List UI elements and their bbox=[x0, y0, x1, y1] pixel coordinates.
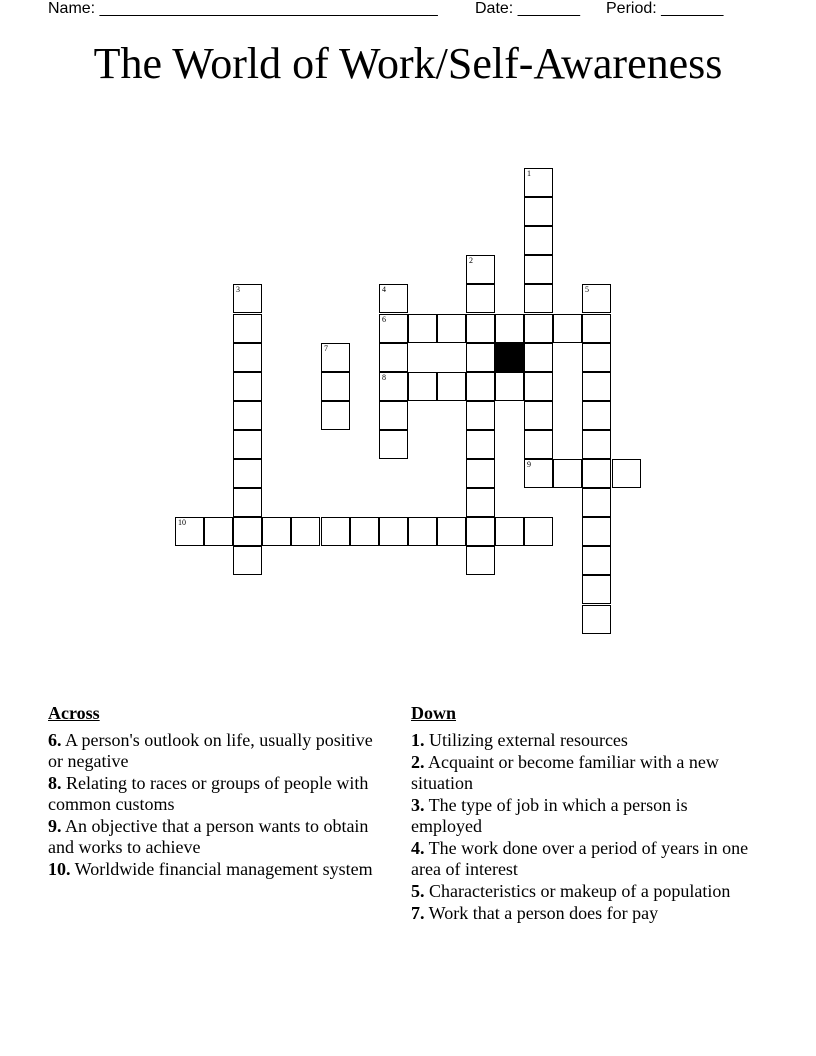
crossword-cell[interactable] bbox=[233, 546, 262, 575]
clue-number-label: 2. bbox=[411, 752, 425, 772]
crossword-cell[interactable] bbox=[466, 517, 495, 546]
across-clue-list bbox=[48, 730, 388, 880]
crossword-cell[interactable] bbox=[553, 459, 582, 488]
crossword-cell[interactable] bbox=[495, 372, 524, 401]
clue-item bbox=[411, 903, 756, 924]
crossword-cell[interactable] bbox=[582, 401, 611, 430]
period-field[interactable]: Period: _______ bbox=[606, 0, 724, 17]
clue-number-label: 9. bbox=[48, 816, 62, 836]
crossword-cell[interactable] bbox=[466, 546, 495, 575]
crossword-cell[interactable] bbox=[524, 255, 553, 284]
clue-item bbox=[48, 816, 388, 858]
crossword-cell[interactable] bbox=[524, 197, 553, 226]
crossword-cell[interactable] bbox=[233, 343, 262, 372]
clue-text: The work done over a period of years in one area of interest bbox=[411, 838, 749, 879]
date-field[interactable]: Date: _______ bbox=[475, 0, 580, 17]
clue-number: 10 bbox=[178, 518, 186, 527]
clue-number: 7 bbox=[324, 344, 328, 353]
crossword-cell[interactable] bbox=[466, 401, 495, 430]
name-field[interactable]: Name: ______________________________________ bbox=[48, 0, 438, 17]
crossword-cell[interactable] bbox=[379, 430, 408, 459]
clue-number-label: 8. bbox=[48, 773, 62, 793]
clue-number-label: 3. bbox=[411, 795, 425, 815]
crossword-cell[interactable] bbox=[233, 401, 262, 430]
clue-text: Relating to races or groups of people with common customs bbox=[48, 773, 369, 814]
crossword-cell[interactable] bbox=[524, 430, 553, 459]
crossword-cell[interactable] bbox=[466, 284, 495, 313]
across-heading: Across bbox=[48, 703, 100, 723]
crossword-cell[interactable] bbox=[524, 459, 553, 488]
clue-item bbox=[48, 773, 388, 815]
crossword-cell[interactable] bbox=[524, 401, 553, 430]
crossword-cell[interactable] bbox=[379, 314, 408, 343]
crossword-cell[interactable] bbox=[437, 314, 466, 343]
crossword-black-cell bbox=[495, 343, 524, 372]
crossword-cell[interactable] bbox=[408, 372, 437, 401]
crossword-cell[interactable] bbox=[233, 430, 262, 459]
clue-item bbox=[48, 730, 388, 772]
down-clue-list bbox=[411, 730, 756, 924]
crossword-cell[interactable] bbox=[524, 517, 553, 546]
crossword-cell[interactable] bbox=[379, 401, 408, 430]
crossword-cell[interactable] bbox=[582, 343, 611, 372]
clue-text: Characteristics or makeup of a population bbox=[424, 881, 731, 901]
clue-number-label: 10. bbox=[48, 859, 71, 879]
clue-number-label: 6. bbox=[48, 730, 62, 750]
clue-text: Worldwide financial management system bbox=[70, 859, 373, 879]
crossword-cell[interactable] bbox=[321, 517, 350, 546]
clue-number: 2 bbox=[469, 256, 473, 265]
clue-text: The type of job in which a person is employed bbox=[411, 795, 688, 836]
down-heading: Down bbox=[411, 703, 457, 723]
clue-number: 6 bbox=[382, 315, 386, 324]
crossword-cell[interactable] bbox=[175, 517, 204, 546]
down-clues bbox=[411, 703, 756, 925]
crossword-cell[interactable] bbox=[582, 488, 611, 517]
clue-number: 9 bbox=[527, 460, 531, 469]
clue-number: 1 bbox=[527, 169, 531, 178]
crossword-cell[interactable] bbox=[582, 372, 611, 401]
crossword-cell[interactable] bbox=[524, 284, 553, 313]
clue-text: An objective that a person wants to obtain and works to achieve bbox=[48, 816, 369, 857]
clue-number: 8 bbox=[382, 373, 386, 382]
crossword-cell[interactable] bbox=[524, 168, 553, 197]
crossword-cell[interactable] bbox=[466, 255, 495, 284]
crossword-cell[interactable] bbox=[437, 517, 466, 546]
crossword-cell[interactable] bbox=[582, 575, 611, 604]
crossword-cell[interactable] bbox=[524, 314, 553, 343]
crossword-cell[interactable] bbox=[321, 343, 350, 372]
crossword-cell[interactable] bbox=[466, 343, 495, 372]
crossword-cell[interactable] bbox=[321, 372, 350, 401]
crossword-cell[interactable] bbox=[582, 546, 611, 575]
crossword-cell[interactable] bbox=[233, 459, 262, 488]
crossword-cell[interactable] bbox=[379, 517, 408, 546]
crossword-cell[interactable] bbox=[582, 459, 611, 488]
crossword-cell[interactable] bbox=[379, 343, 408, 372]
crossword-cell[interactable] bbox=[379, 284, 408, 313]
clue-item bbox=[411, 795, 756, 837]
crossword-cell[interactable] bbox=[233, 488, 262, 517]
clue-item bbox=[48, 859, 388, 880]
clue-item bbox=[411, 730, 756, 751]
crossword-cell[interactable] bbox=[379, 372, 408, 401]
crossword-cell[interactable] bbox=[321, 401, 350, 430]
crossword-cell[interactable] bbox=[553, 314, 582, 343]
crossword-cell[interactable] bbox=[582, 605, 611, 634]
clue-number-label: 1. bbox=[411, 730, 425, 750]
crossword-cell[interactable] bbox=[233, 517, 262, 546]
crossword-cell[interactable] bbox=[466, 430, 495, 459]
crossword-cell[interactable] bbox=[262, 517, 291, 546]
crossword-cell[interactable] bbox=[582, 284, 611, 313]
crossword-cell[interactable] bbox=[495, 517, 524, 546]
clue-item bbox=[411, 881, 756, 902]
clue-text: A person's outlook on life, usually positive or negative bbox=[48, 730, 373, 771]
clue-text: Work that a person does for pay bbox=[424, 903, 659, 923]
clue-text: Utilizing external resources bbox=[424, 730, 628, 750]
clue-number: 3 bbox=[236, 285, 240, 294]
crossword-cell[interactable] bbox=[495, 314, 524, 343]
clue-number-label: 5. bbox=[411, 881, 425, 901]
crossword-cell[interactable] bbox=[437, 372, 466, 401]
clue-text: Acquaint or become familiar with a new situation bbox=[411, 752, 719, 793]
crossword-cell[interactable] bbox=[233, 314, 262, 343]
crossword-cell[interactable] bbox=[466, 459, 495, 488]
page-title: The World of Work/Self-Awareness bbox=[93, 39, 723, 88]
crossword-cell[interactable] bbox=[204, 517, 233, 546]
clue-number-label: 4. bbox=[411, 838, 425, 858]
crossword-cell[interactable] bbox=[408, 314, 437, 343]
clue-number: 4 bbox=[382, 285, 386, 294]
crossword-cell[interactable] bbox=[408, 517, 437, 546]
crossword-cell[interactable] bbox=[291, 517, 320, 546]
crossword-cell[interactable] bbox=[466, 372, 495, 401]
crossword-cell[interactable] bbox=[350, 517, 379, 546]
clue-number-label: 7. bbox=[411, 903, 425, 923]
crossword-cell[interactable] bbox=[582, 517, 611, 546]
across-clues bbox=[48, 703, 388, 881]
clue-item bbox=[411, 752, 756, 794]
crossword-cell[interactable] bbox=[524, 343, 553, 372]
clue-number: 5 bbox=[585, 285, 589, 294]
crossword-cell[interactable] bbox=[466, 314, 495, 343]
clue-item bbox=[411, 838, 756, 880]
crossword-cell[interactable] bbox=[466, 488, 495, 517]
crossword-cell[interactable] bbox=[612, 459, 641, 488]
crossword-cell[interactable] bbox=[233, 284, 262, 313]
crossword-cell[interactable] bbox=[524, 372, 553, 401]
crossword-cell[interactable] bbox=[524, 226, 553, 255]
crossword-cell[interactable] bbox=[233, 372, 262, 401]
crossword-cell[interactable] bbox=[582, 430, 611, 459]
crossword-cell[interactable] bbox=[582, 314, 611, 343]
